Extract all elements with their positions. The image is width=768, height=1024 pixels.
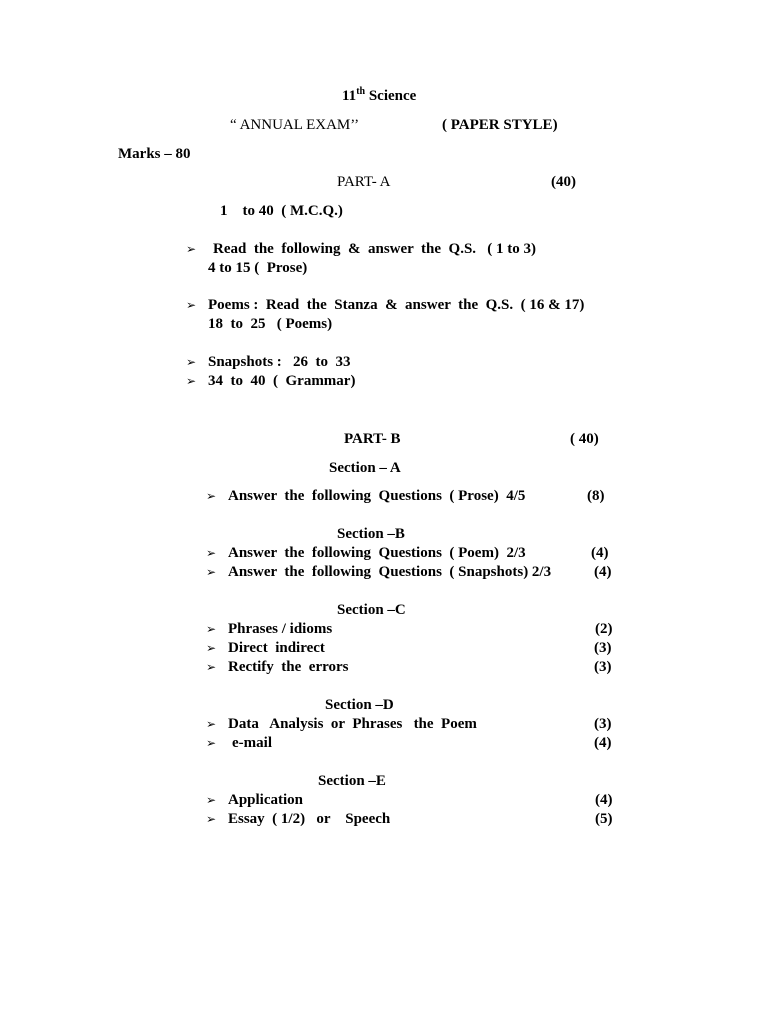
section-b-item-2: Answer the following Questions ( Snapshots) 2/3	[228, 564, 552, 580]
section-d-item-1-marks: (3)	[594, 716, 612, 732]
section-c-item-1: Phrases / idioms	[228, 621, 333, 637]
section-e-item-1: Application	[228, 792, 304, 808]
part-a-title: PART- A	[337, 174, 391, 190]
section-b-item-2-marks: (4)	[594, 564, 612, 580]
arrowhead-bullet-icon: ➢	[206, 641, 217, 655]
section-c-item-3-marks: (3)	[594, 659, 612, 675]
part-a-item-2-line-2: 18 to 25 ( Poems)	[208, 316, 333, 332]
section-d-title: Section –D	[325, 697, 394, 713]
section-c-item-2-marks: (3)	[594, 640, 612, 656]
section-b-item-1-marks: (4)	[591, 545, 609, 561]
part-a-item-2-line-1: Poems : Read the Stanza & answer the Q.S. ( 16 & 17)	[208, 297, 585, 313]
section-d-item-2: e-mail	[232, 735, 272, 751]
arrowhead-bullet-icon: ➢	[206, 717, 217, 731]
section-c-title: Section –C	[337, 602, 406, 618]
arrowhead-bullet-icon: ➢	[206, 565, 217, 579]
part-a-item-3: Snapshots : 26 to 33	[208, 354, 351, 370]
arrowhead-bullet-icon: ➢	[186, 355, 197, 369]
part-a-item-1-line-2: 4 to 15 ( Prose)	[208, 260, 308, 276]
section-e-item-2-marks: (5)	[595, 811, 613, 827]
section-c-item-3: Rectify the errors	[228, 659, 349, 675]
arrowhead-bullet-icon: ➢	[186, 242, 197, 256]
part-b-marks: ( 40)	[570, 431, 599, 447]
arrowhead-bullet-icon: ➢	[206, 660, 217, 674]
section-d-item-2-marks: (4)	[594, 735, 612, 751]
section-c-item-2: Direct indirect	[228, 640, 325, 656]
part-a-item-4: 34 to 40 ( Grammar)	[208, 373, 356, 389]
section-e-title: Section –E	[318, 773, 386, 789]
section-a-title: Section – A	[329, 460, 401, 476]
part-b-title: PART- B	[344, 431, 401, 447]
arrowhead-bullet-icon: ➢	[186, 374, 197, 388]
arrowhead-bullet-icon: ➢	[186, 298, 197, 312]
section-b-item-1: Answer the following Questions ( Poem) 2/3	[228, 545, 526, 561]
grade-subject: Science	[368, 88, 417, 104]
paper-style: ( PAPER STYLE)	[442, 117, 558, 133]
section-a-item-1-marks: (8)	[587, 488, 605, 504]
section-e-item-2: Essay ( 1/2) or Speech	[228, 811, 391, 827]
total-marks: Marks – 80	[118, 146, 191, 162]
arrowhead-bullet-icon: ➢	[206, 489, 217, 503]
section-a-item-1: Answer the following Questions ( Prose) 4/5	[228, 488, 526, 504]
grade-heading	[342, 87, 416, 106]
arrowhead-bullet-icon: ➢	[206, 793, 217, 807]
part-a-marks: (40)	[551, 174, 576, 190]
section-e-item-1-marks: (4)	[595, 792, 613, 808]
arrowhead-bullet-icon: ➢	[206, 812, 217, 826]
exam-title: “ ANNUAL EXAM’’	[230, 117, 360, 133]
section-d-item-1: Data Analysis or Phrases the Poem	[228, 716, 477, 732]
grade-suffix: th	[356, 86, 366, 97]
part-a-item-1-line-1: Read the following & answer the Q.S. ( 1 to 3)	[213, 241, 537, 257]
arrowhead-bullet-icon: ➢	[206, 546, 217, 560]
grade-number: 11	[342, 88, 357, 104]
part-a-mcq: 1 to 40 ( M.C.Q.)	[220, 203, 343, 219]
section-c-item-1-marks: (2)	[595, 621, 613, 637]
arrowhead-bullet-icon: ➢	[206, 736, 217, 750]
arrowhead-bullet-icon: ➢	[206, 622, 217, 636]
section-b-title: Section –B	[337, 526, 405, 542]
